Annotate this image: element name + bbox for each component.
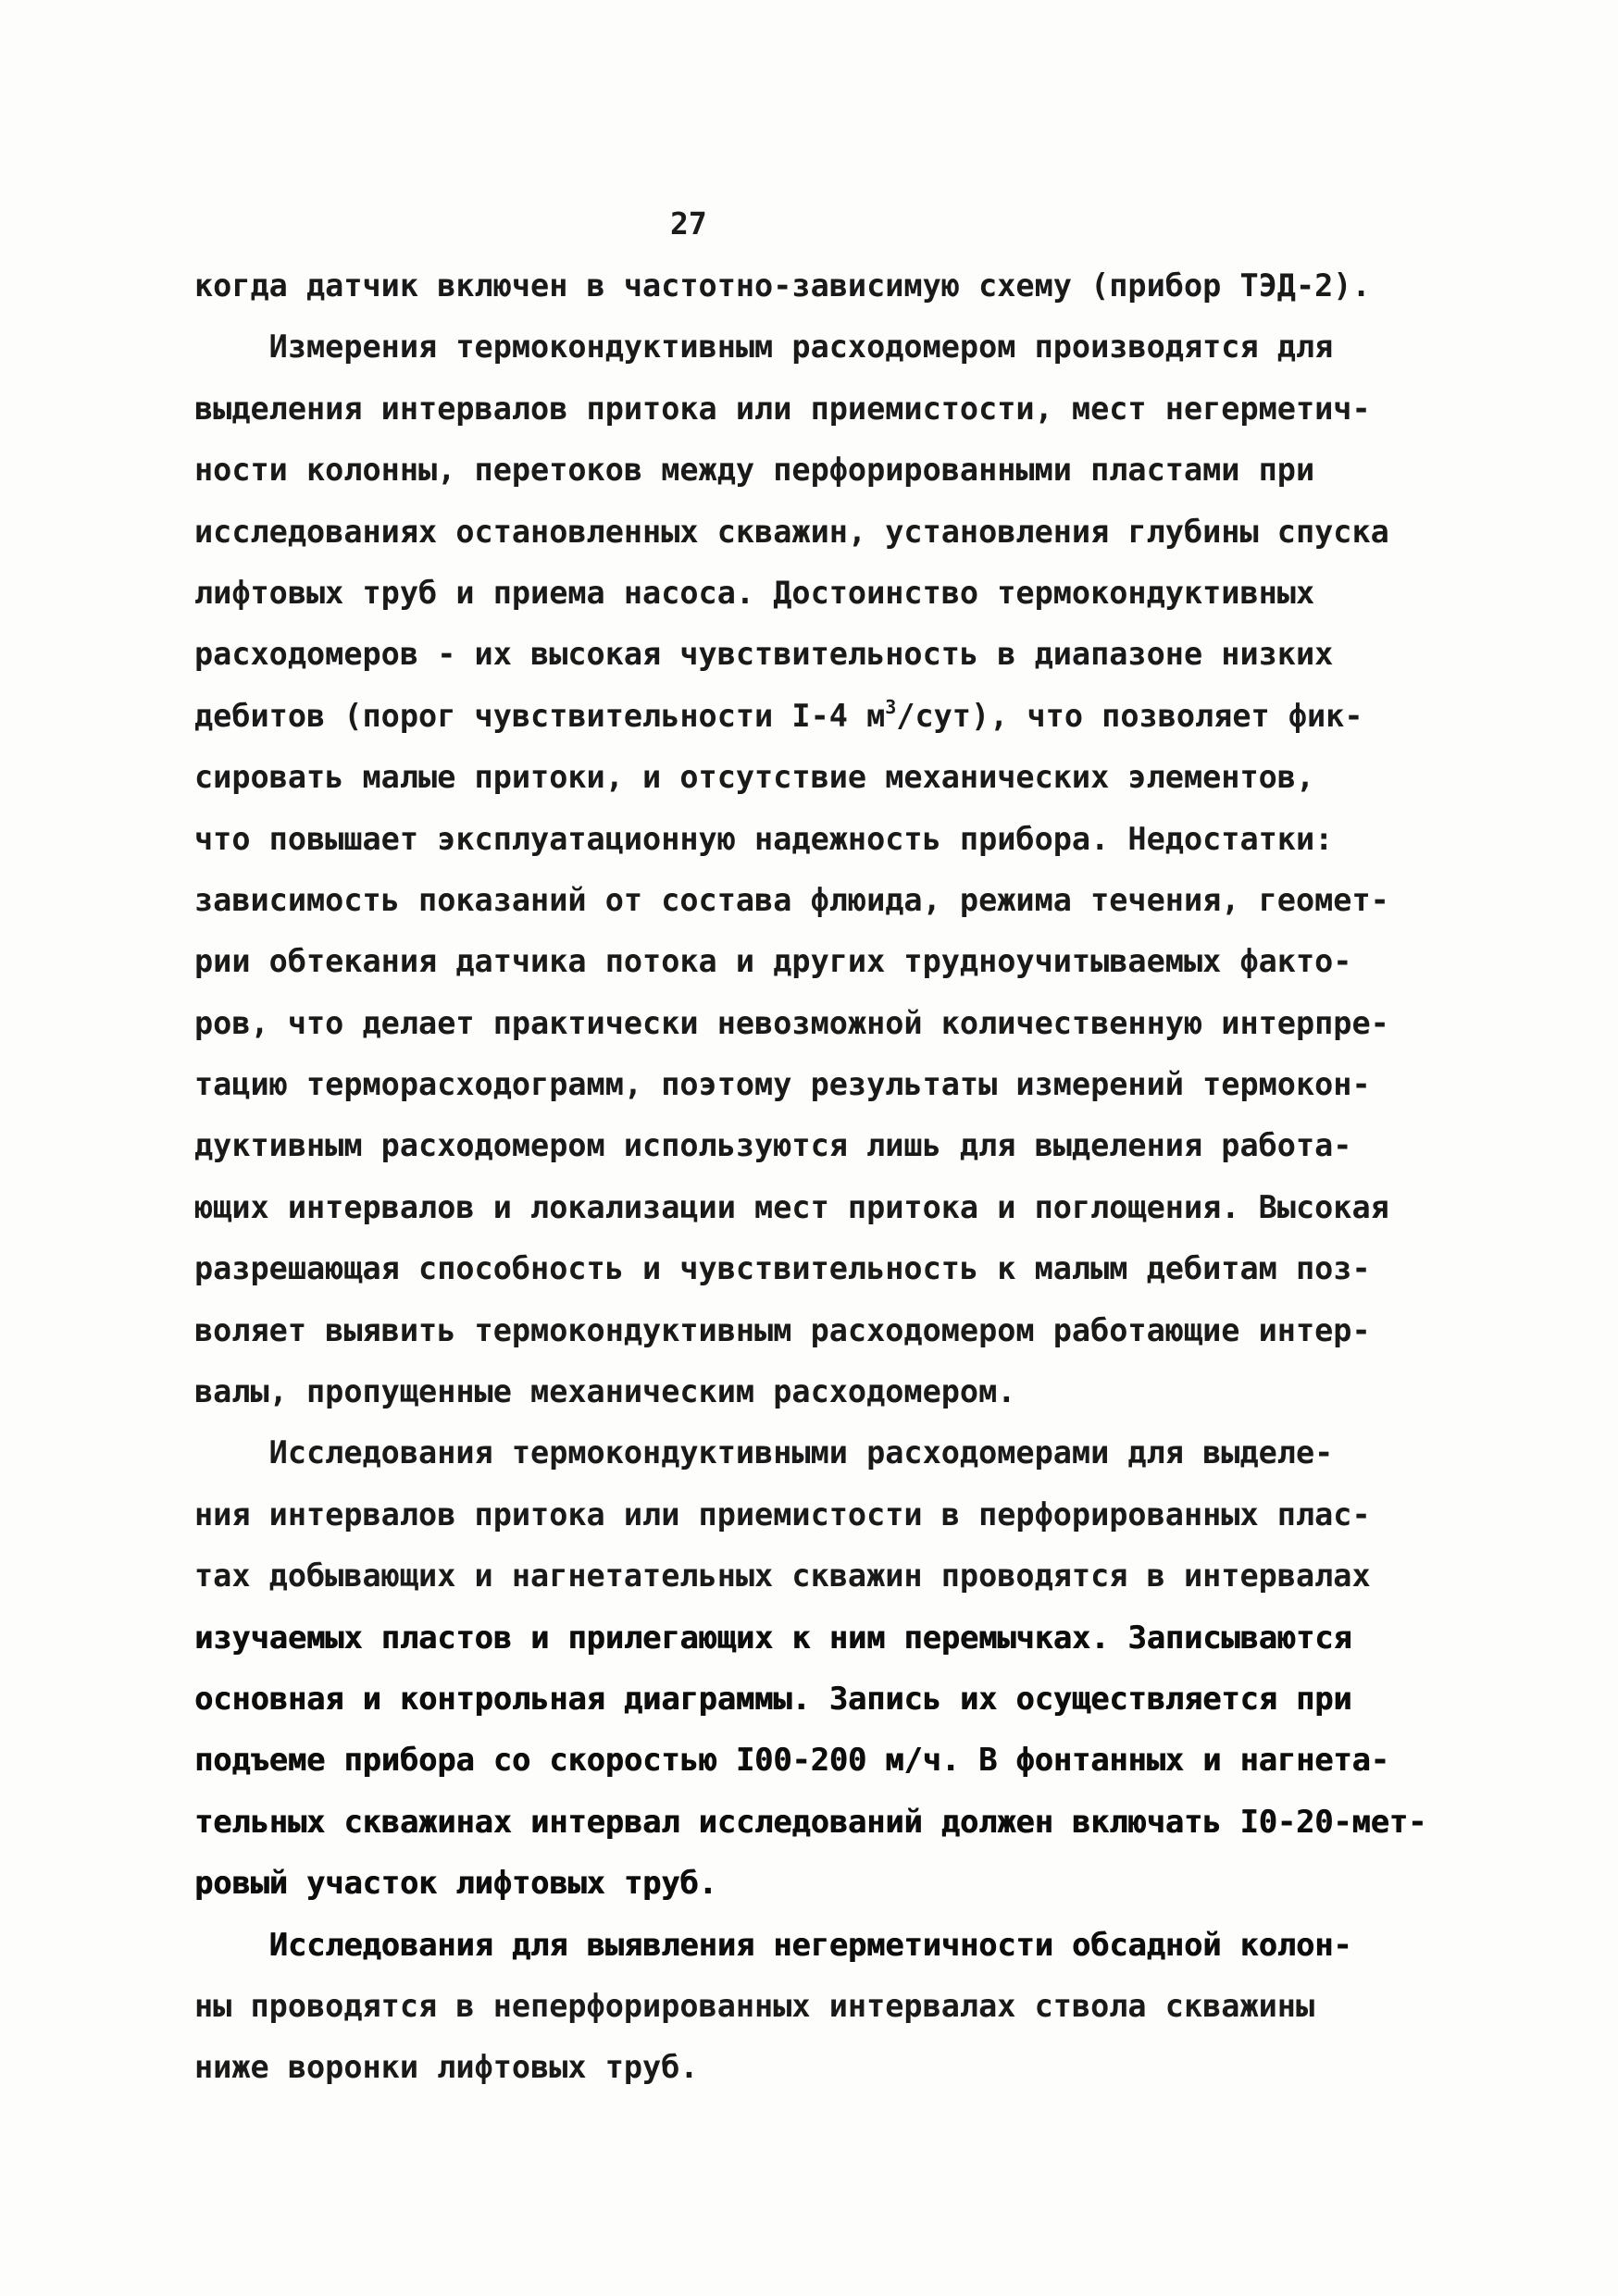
- text-line: ны проводятся в неперфорированных интервалах ствола скважины: [194, 1987, 1315, 2024]
- text-line: лифтовых труб и приема насоса. Достоинство термокондуктивных: [194, 574, 1315, 611]
- text-fragment: /сут), что позволяет фик-: [896, 697, 1363, 734]
- text-line: сировать малые притоки, и отсутствие механических элементов,: [194, 759, 1315, 796]
- text-line: подъеме прибора со скоростью I00-200 м/ч. В фонтанных и нагнета-: [194, 1742, 1389, 1779]
- body-text: [194, 255, 1425, 2099]
- text-line: ющих интервалов и локализации мест притока и поглощения. Высокая: [194, 1188, 1389, 1225]
- text-line: ния интервалов притока или приемистости в перфорированных плас-: [194, 1496, 1371, 1533]
- text-line: расходомеров - их высокая чувствительность в диапазоне низких: [194, 636, 1334, 673]
- text-line: рии обтекания датчика потока и других трудноучитываемых факто-: [194, 943, 1352, 980]
- text-fragment: дебитов (порог чувствительности I-4 м: [194, 697, 886, 734]
- text-line: валы, пропущенные механическим расходомером.: [194, 1373, 1016, 1410]
- text-line: разрешающая способность и чувствительность к малым дебитам поз-: [194, 1250, 1371, 1287]
- paragraph-start-line: Исследования для выявления негерметичности обсадной колон-: [194, 1926, 1352, 1963]
- superscript: 3: [885, 695, 897, 718]
- text-line: ров, что делает практически невозможной количественную интерпре-: [194, 1004, 1389, 1041]
- text-line-with-superscript: [194, 686, 1425, 747]
- page-number: 27: [670, 205, 707, 242]
- paragraph-start-line: Исследования термокондуктивными расходомерами для выделе-: [194, 1434, 1334, 1471]
- text-line: когда датчик включен в частотно-зависимую схему (прибор ТЭД-2).: [194, 267, 1371, 304]
- text-line: ниже воронки лифтовых труб.: [194, 2049, 699, 2086]
- paragraph-start-line: Измерения термокондуктивным расходомером производятся для: [194, 329, 1334, 366]
- text-line: тацию терморасходограмм, поэтому результаты измерений термокон-: [194, 1066, 1371, 1103]
- text-line: основная и контрольная диаграммы. Запись их осуществляется при: [194, 1680, 1352, 1717]
- text-line: ровый участок лифтовых труб.: [194, 1865, 717, 1902]
- text-line: зависимость показаний от состава флюида, режима течения, геомет-: [194, 881, 1389, 918]
- text-line: дуктивным расходомером используются лишь для выделения работа-: [194, 1127, 1352, 1164]
- text-line: тах добывающих и нагнетательных скважин проводятся в интервалах: [194, 1558, 1371, 1595]
- text-line: тельных скважинах интервал исследований должен включать I0-20-мет-: [194, 1803, 1427, 1840]
- text-line: исследованиях остановленных скважин, установления глубины спуска: [194, 513, 1389, 550]
- text-line: что повышает эксплуатационную надежность прибора. Недостатки:: [194, 820, 1334, 857]
- text-line: воляет выявить термокондуктивным расходомером работающие интер-: [194, 1311, 1371, 1348]
- text-line: изучаемых пластов и прилегающих к ним перемычках. Записываются: [194, 1619, 1352, 1656]
- text-line: выделения интервалов притока или приемистости, мест негерметич-: [194, 390, 1371, 427]
- text-line: ности колонны, перетоков между перфорированными пластами при: [194, 452, 1315, 489]
